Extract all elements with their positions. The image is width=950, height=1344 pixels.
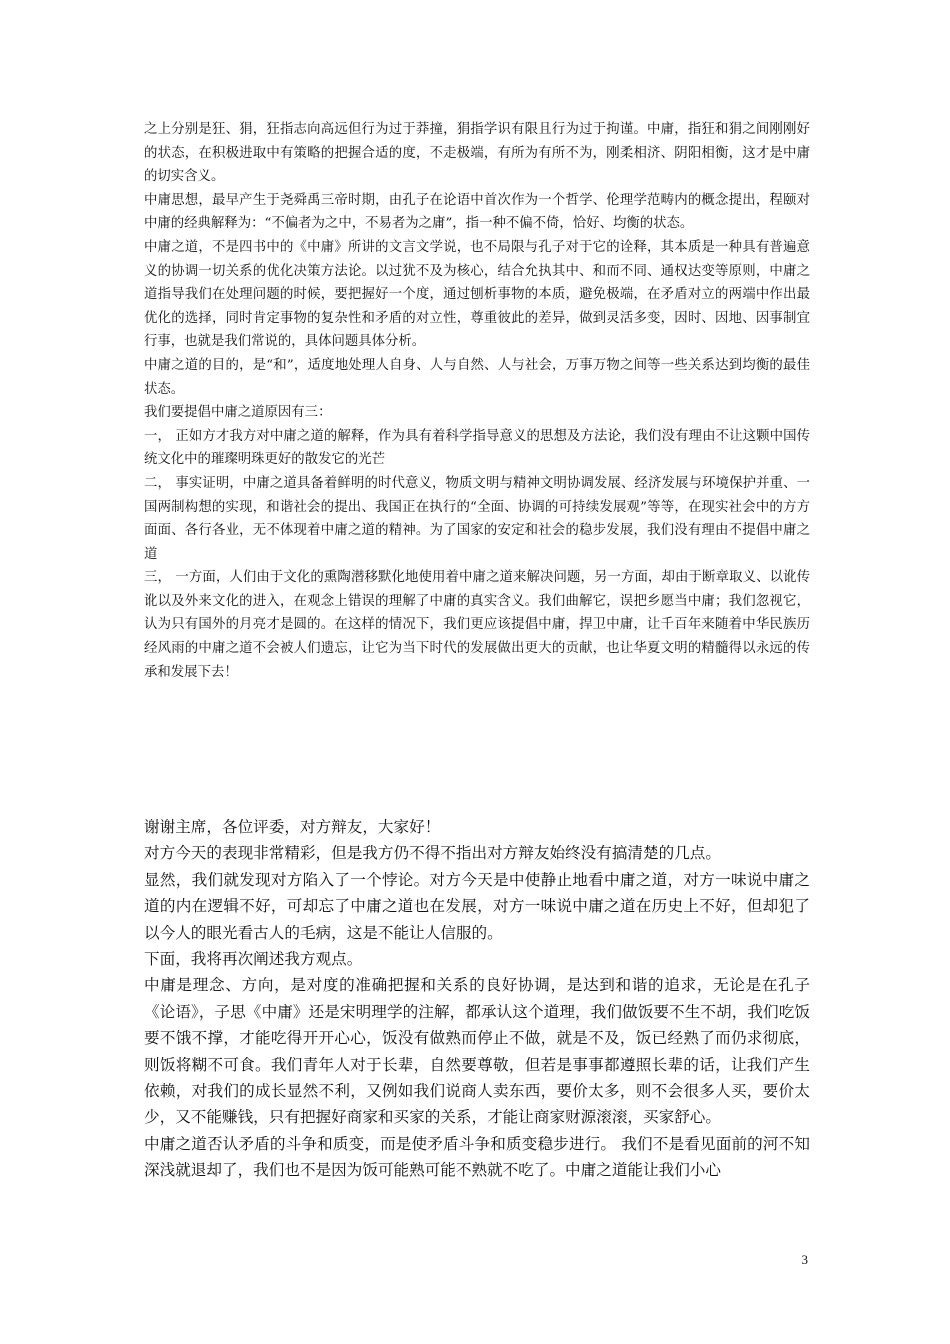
paragraph: 中庸之道否认矛盾的斗争和质变，而是使矛盾斗争和质变稳步进行。 我们不是看见面前的河不知深浅就退却了，我们也不是因为饭可能熟可能不熟就不吃了。中庸之道能让我们小心 [144,1134,810,1180]
paragraph: 中庸之道，不是四书中的《中庸》所讲的文言文学说，也不局限与孔子对于它的诠释，其本质是一种具有普遍意义的协调一切关系的优化决策方法论。以过犹不及为核心，结合允执其中、和而不同、通权达变等原则，中庸之道指导我们在处理问题的时候，要把握好一个度，通过刨析事物的本质，避免极端，在矛盾对立的两端中作出最优化的选择，同时肯定事物的复杂性和矛盾的对立性，尊重彼此的差异，做到灵活多变，因时、因地、因事制宜行事，也就是我们常说的，具体问题具体分析。 [144,239,810,350]
page-number: 3 [801,1252,808,1267]
paragraph: 中庸是理念、方向，是对度的准确把握和关系的良好协调，是达到和谐的追求，无论是在孔子《论语》，子思《中庸》还是宋明理学的注解，都承认这个道理，我们做饭要不生不胡，我们吃饭要不饿不撑，才能吃得开开心心，饭没有做熟而停止不做，就是不及，饭已经熟了而仍求彻底，则饭将糊不可食。我们青年人对于长辈，自然要尊敬，但若是事事都遵照长辈的话，让我们产生依赖，对我们的成长显然不利，又例如我们说商人卖东西，要价太多，则不会很多人买，要价太少，又不能赚钱，只有把握好商家和买家的关系，才能让商家财源滚滚，买家舒心。 [144,976,810,1127]
paragraph: 我们要提倡中庸之道原因有三： [144,405,332,421]
paragraph: 中庸之道的目的，是“和”，适度地处理人自身、人与自然、人与社会，万事万物之间等一些关系达到均衡的最佳状态。 [144,357,810,397]
lower-text-section [144,814,810,1184]
list-item: 一， 正如方才我方对中庸之道的解释，作为具有着科学指导意义的思想及方法论，我们没有理由不让这颗中国传统文化中的璀璨明珠更好的散发它的光芒 [144,428,810,468]
upper-text-section [144,118,810,684]
list-item: 三， 一方面，人们由于文化的熏陶潜移默化地使用着中庸之道来解决问题，另一方面，却由于断章取义、以讹传讹以及外来文化的进入，在观念上错误的理解了中庸的真实含义。我们曲解它，误把乡愿当中庸；我们忽视它，认为只有国外的月亮才是圆的。在这样的情况下，我们更应该提倡中庸，捍卫中庸，让千百年来随着中华民族历经风雨的中庸之道不会被人们遗忘，让它为当下时代的发展做出更大的贡献，也让华夏文明的精髓得以永远的传承和发展下去！ [144,570,810,680]
paragraph: 下面，我将再次阐述我方观点。 [144,950,363,969]
paragraph: 显然，我们就发现对方陷入了一个悖论。对方今天是中使静止地看中庸之道，对方一味说中庸之道的内在逻辑不好，可却忘了中庸之道也在发展，对方一味说中庸之道在历史上不好，但却犯了以今人的眼光看古人的毛病，这是不能让人信服的。 [144,870,810,942]
paragraph: 对方今天的表现非常精彩，但是我方仍不得不指出对方辩友始终没有搞清楚的几点。 [144,844,721,863]
paragraph: 谢谢主席，各位评委，对方辩友，大家好！ [144,818,441,836]
paragraph: 之上分别是狂、狷，狂指志向高远但行为过于莽撞，狷指学识有限且行为过于拘谨。中庸，指狂和狷之间刚刚好的状态，在积极进取中有策略的把握合适的度，不走极端，有所为有所不为，刚柔相济、阴阳相衡，这才是中庸的切实含义。 [144,122,810,185]
list-item: 二， 事实证明，中庸之道具备着鲜明的时代意义，物质文明与精神文明协调发展、经济发展与环境保护并重、一国两制构想的实现，和谐社会的提出、我国正在执行的“全面、协调的可持续发展观”等等，在现实社会中的方方面面、各行各业，无不体现着中庸之道的精神。为了国家的安定和社会的稳步发展，我们没有理由不提倡中庸之道 [144,475,810,562]
paragraph: 中庸思想，最早产生于尧舜禹三帝时期，由孔子在论语中首次作为一个哲学、伦理学范畴内的概念提出，程颐对中庸的经典解释为：“不偏者为之中，不易者为之庸”，指一种不偏不倚，恰好、均衡的状态。 [144,192,810,232]
